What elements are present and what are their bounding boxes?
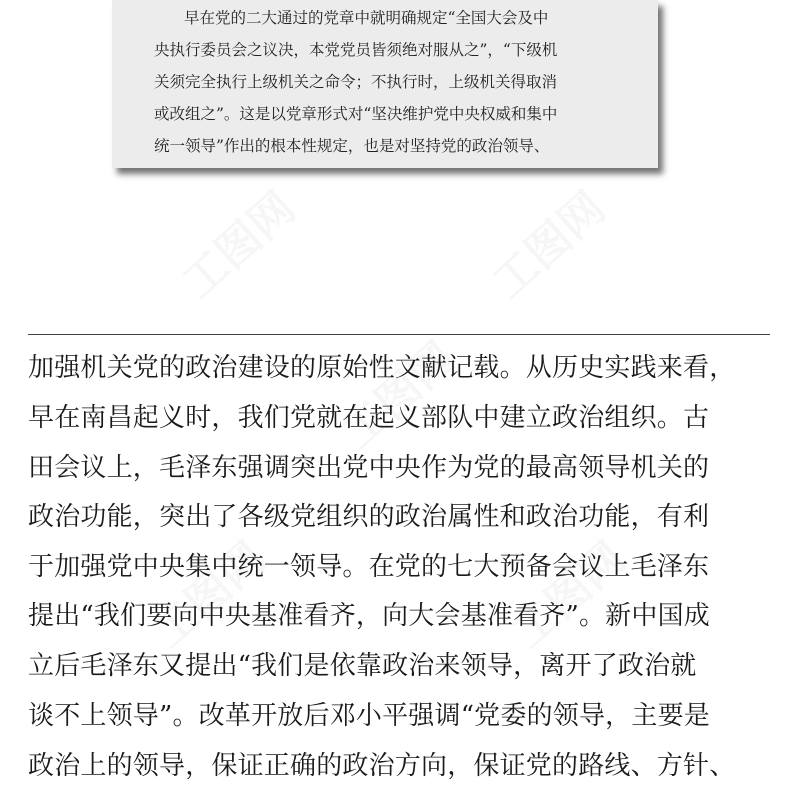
body-line: 加强机关党的政治建设的原始性文献记载。从历史实践来看， [28, 353, 736, 383]
watermark-4 [136, 524, 277, 660]
quote-line: 关须完全执行上级机关之命令；不执行时，上级机关得取消 [154, 73, 558, 91]
watermark-3 [326, 324, 467, 460]
body-line: 于加强党中央集中统一领导。在党的七大预备会议上毛泽东 [28, 552, 710, 582]
section-divider [28, 334, 770, 335]
quote-card [112, 0, 658, 168]
quote-line: 央执行委员会之议决，本党党员皆须绝对服从之”，“下级机 [154, 41, 558, 59]
quote-line: 统一领导”作出的根本性规定，也是对坚持党的政治领导、 [154, 137, 550, 155]
quote-line: 或改组之”。这是以党章形式对“坚决维护党中央权威和集中 [154, 105, 558, 123]
watermark-5 [496, 524, 637, 660]
watermark-1 [166, 174, 307, 310]
body-line: 早在南昌起义时，我们党就在起义部队中建立政治组织。古 [28, 403, 710, 433]
body-line: 政治功能，突出了各级党组织的政治属性和政治功能，有利 [28, 502, 710, 532]
body-line: 立后毛泽东又提出“我们是依靠政治来领导，离开了政治就 [28, 651, 697, 681]
quote-line: 早在党的二大通过的党章中就明确规定“全国大会及中 [184, 9, 549, 27]
body-line: 政治上的领导，保证正确的政治方向，保证党的路线、方针、 [28, 751, 736, 781]
body-line: 谈不上领导”。改革开放后邓小平强调“党委的领导，主要是 [28, 701, 710, 731]
watermark-2 [476, 174, 617, 310]
body-line: 提出“我们要向中央基准看齐，向大会基准看齐”。新中国成 [28, 601, 710, 631]
body-line: 田会议上，毛泽东强调突出党中央作为党的最高领导机关的 [28, 453, 710, 483]
